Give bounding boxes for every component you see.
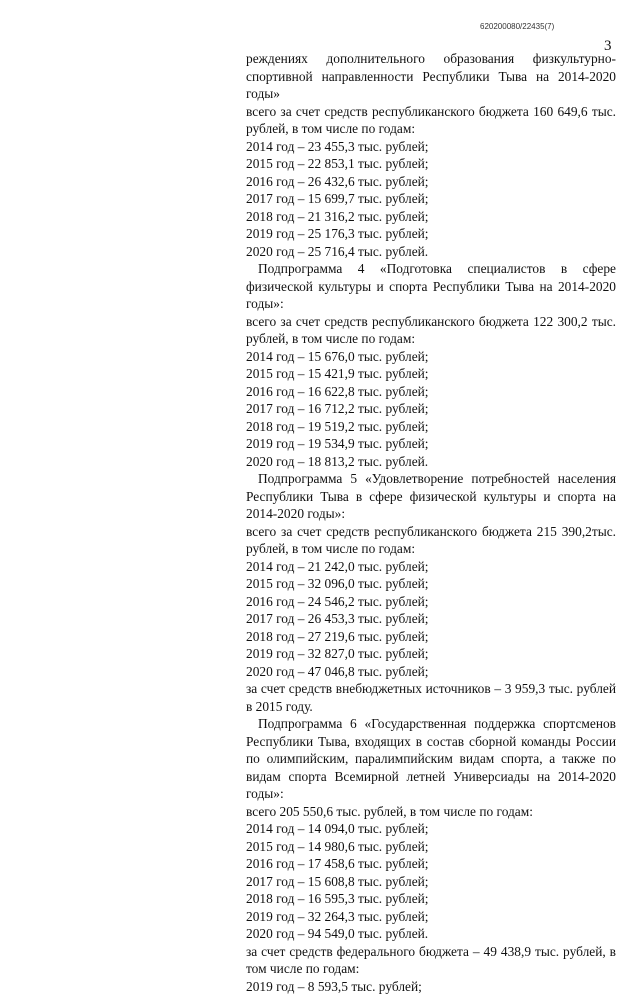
paragraph-extrabudgetary-5: за счет средств внебюджетных источников – 3 959,3 тыс. рублей в 2015 году. bbox=[246, 680, 616, 715]
year-line: 2020 год – 94 549,0 тыс. рублей. bbox=[246, 925, 616, 943]
year-line: 2015 год – 22 853,1 тыс. рублей; bbox=[246, 155, 616, 173]
year-line: 2018 год – 19 519,2 тыс. рублей; bbox=[246, 418, 616, 436]
year-list-subprogram-5 bbox=[246, 558, 616, 681]
year-line: 2014 год – 14 094,0 тыс. рублей; bbox=[246, 820, 616, 838]
year-line: 2018 год – 27 219,6 тыс. рублей; bbox=[246, 628, 616, 646]
year-list-subprogram-6 bbox=[246, 820, 616, 943]
year-line: 2017 год – 16 712,2 тыс. рублей; bbox=[246, 400, 616, 418]
paragraph-subprogram-5-title: Подпрограмма 5 «Удовлетворение потребностей населения Республики Тыва в сфере физической культуры и спорта на 2014-2020 годы»: bbox=[246, 470, 616, 523]
year-line: 2020 год – 47 046,8 тыс. рублей; bbox=[246, 663, 616, 681]
year-line: 2020 год – 25 716,4 тыс. рублей. bbox=[246, 243, 616, 261]
year-line: 2018 год – 16 595,3 тыс. рублей; bbox=[246, 890, 616, 908]
paragraph-subprogram-3-title-end: реждениях дополнительного образования физкультурно-спортивной направленности Республики Тыва на 2014-2020 годы» bbox=[246, 50, 616, 103]
year-list-federal-6 bbox=[246, 978, 616, 995]
year-line: 2019 год – 8 593,5 тыс. рублей; bbox=[246, 978, 616, 995]
paragraph-budget-total-6: всего 205 550,6 тыс. рублей, в том числе по годам: bbox=[246, 803, 616, 821]
year-line: 2014 год – 15 676,0 тыс. рублей; bbox=[246, 348, 616, 366]
paragraph-budget-total-3: всего за счет средств республиканского бюджета 160 649,6 тыс. рублей, в том числе по годам: bbox=[246, 103, 616, 138]
year-line: 2016 год – 17 458,6 тыс. рублей; bbox=[246, 855, 616, 873]
year-line: 2017 год – 15 608,8 тыс. рублей; bbox=[246, 873, 616, 891]
year-line: 2016 год – 16 622,8 тыс. рублей; bbox=[246, 383, 616, 401]
document-code: 620200080/22435(7) bbox=[480, 22, 554, 31]
year-line: 2017 год – 26 453,3 тыс. рублей; bbox=[246, 610, 616, 628]
year-line: 2019 год – 32 827,0 тыс. рублей; bbox=[246, 645, 616, 663]
paragraph-budget-total-4: всего за счет средств республиканского бюджета 122 300,2 тыс. рублей, в том числе по годам: bbox=[246, 313, 616, 348]
year-line: 2017 год – 15 699,7 тыс. рублей; bbox=[246, 190, 616, 208]
year-line: 2015 год – 15 421,9 тыс. рублей; bbox=[246, 365, 616, 383]
year-line: 2015 год – 32 096,0 тыс. рублей; bbox=[246, 575, 616, 593]
paragraph-budget-total-5: всего за счет средств республиканского бюджета 215 390,2тыс. рублей, в том числе по годам: bbox=[246, 523, 616, 558]
year-line: 2014 год – 23 455,3 тыс. рублей; bbox=[246, 138, 616, 156]
year-line: 2014 год – 21 242,0 тыс. рублей; bbox=[246, 558, 616, 576]
year-line: 2018 год – 21 316,2 тыс. рублей; bbox=[246, 208, 616, 226]
year-line: 2019 год – 32 264,3 тыс. рублей; bbox=[246, 908, 616, 926]
year-list-subprogram-3 bbox=[246, 138, 616, 261]
year-line: 2020 год – 18 813,2 тыс. рублей. bbox=[246, 453, 616, 471]
paragraph-federal-budget-6: за счет средств федерального бюджета – 49 438,9 тыс. рублей, в том числе по годам: bbox=[246, 943, 616, 978]
document-body bbox=[246, 50, 616, 995]
year-line: 2019 год – 19 534,9 тыс. рублей; bbox=[246, 435, 616, 453]
year-line: 2016 год – 26 432,6 тыс. рублей; bbox=[246, 173, 616, 191]
paragraph-subprogram-4-title: Подпрограмма 4 «Подготовка специалистов в сфере физической культуры и спорта Республики Тыва на 2014-2020 годы»: bbox=[246, 260, 616, 313]
paragraph-subprogram-6-title: Подпрограмма 6 «Государственная поддержка спортсменов Республики Тыва, входящих в состав сборной команды России по олимпийским, паралимпийским видам спорта, а также по видам спорта Всемирной летней Универсиады на 2014-2020 годы»: bbox=[246, 715, 616, 803]
page-number: 3 bbox=[604, 38, 612, 55]
year-line: 2016 год – 24 546,2 тыс. рублей; bbox=[246, 593, 616, 611]
year-line: 2015 год – 14 980,6 тыс. рублей; bbox=[246, 838, 616, 856]
year-list-subprogram-4 bbox=[246, 348, 616, 471]
year-line: 2019 год – 25 176,3 тыс. рублей; bbox=[246, 225, 616, 243]
